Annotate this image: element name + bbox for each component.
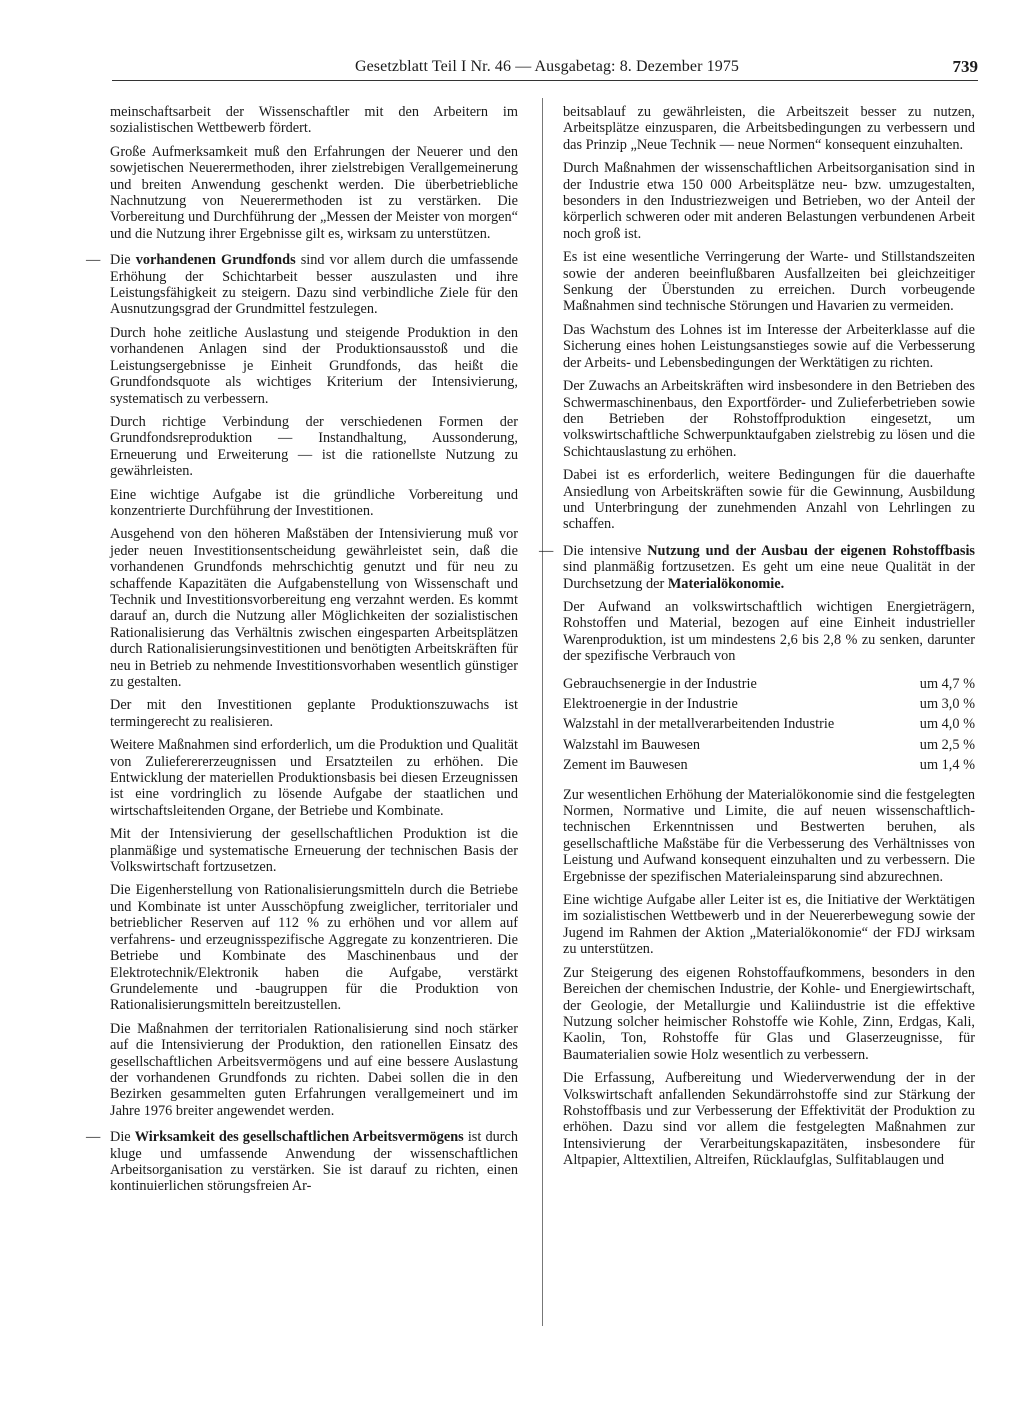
bold-term: Wirksamkeit des gesellschaftlichen Arbeitsvermögens bbox=[134, 1129, 464, 1146]
paragraph: Zur wesentlichen Erhöhung der Materialökonomie sind die festgelegten Normen, Normative und Limite, die auf neuen wissenschaftlich-technischen Erkenntnissen und Bestwerten beruhen, als gesellschaftliche Maßstäbe für die Verbesserung des Verhältnisses von Leistung und Aufwand konsequent einzuhalten und zu verbessern. Die Ergebnisse der spezifischen Materialeinsparung sind abzurechnen. bbox=[563, 786, 975, 885]
paragraph: Mit der Intensivierung der gesellschaftlichen Produktion ist die planmäßige und systematische Erneuerung der technischen Basis der Volkswirtschaft fortzusetzen. bbox=[110, 826, 518, 876]
paragraph: Durch Maßnahmen der wissenschaftlichen Arbeitsorganisation sind in der Industrie etwa 150 000 Arbeitsplätze neu- bzw. umzugestalten, besonders in den Industriezweigen und Betrieben, wo der Anteil der körperlich schweren oder mit anderen Belastungen verbundenen Arbeit noch groß ist. bbox=[563, 160, 975, 242]
table-row bbox=[563, 675, 975, 695]
paragraph: Ausgehend von den höheren Maßstäben der Intensivierung muß vor jeder neuen Investitionsentscheidung gewährleistet sein, daß die vorhandenen Grundfonds mehrschichtig genutzt und für neu zu schaffende Kapazitäten die Aufgabenstellung von Wissenschaft und Technik und Investitionsvorbereitung eng verzahnt werden. Es kommt darauf an, durch die Nutzung aller Möglichkeiten der sozialistischen Rationalisierung das Verhältnis zwischen eingesparten Arbeitsplätzen durch Rationalisierungsinvestitionen und benötigten Arbeitskräften für neu in Betrieb zu nehmende Investitionsvorhaben wesentlich günstiger zu gestalten. bbox=[110, 526, 518, 690]
paragraph: Zur Steigerung des eigenen Rohstoffaufkommens, besonders in den Bereichen der chemischen Industrie, der Kohle- und Energiewirtschaft, der Geologie, der Metallurgie und Kaliindustrie ist die effektive Nutzung solcher heimischer Rohstoffe wie Kohle, Zinn, Erdgas, Kali, Kaolin, Ton, Rohstoffe für Glas und Glaserzeugnisse, für Baumaterialien sowie Holz wesentlich zu verbessern. bbox=[563, 964, 975, 1063]
table-cell-value: um 4,7 % bbox=[919, 675, 975, 692]
paragraph: beitsablauf zu gewährleisten, die Arbeitszeit besser zu nutzen, Arbeitsplätze einzusparen, die Arbeitsbedingungen zu verbessern und das Prinzip „Neue Technik — neue Normen“ konsequent einzuhalten. bbox=[563, 104, 975, 153]
reduction-table bbox=[563, 675, 975, 777]
table-cell-label: Elektroenergie in der Industrie bbox=[563, 696, 738, 712]
table-cell-label: Walzstahl im Bauwesen bbox=[563, 736, 701, 753]
paragraph: Große Aufmerksamkeit muß den Erfahrungen der Neuerer und den sowjetischen Neuerermethoden, ihrer zielstrebigen Verallgemeinerung und breiten Anwendung geschenkt werden. Die überbetriebliche Nachnutzung von Neuerermethoden ist zu verstärken. Die Vorbereitung und Durchführung der „Messen der Meister von morgen“ und die Nutzung ihrer Ergebnisse gilt es, wirksam zu unterstützen. bbox=[110, 143, 518, 242]
paragraph: Das Wachstum des Lohnes ist im Interesse der Arbeiterklasse auf die Sicherung eines hohen Leistungsanstieges sowie auf die Verbesserung der Arbeits- und Lebensbedingungen der Werktätigen zu richten. bbox=[563, 321, 975, 371]
paragraph: Eine wichtige Aufgabe aller Leiter ist es, die Initiative der Werktätigen im sozialistischen Wettbewerb und in der Neuererbewegung sowie der Jugend im Rahmen der Aktion „Materialökonomie“ der FDJ wirksam zu unterstützen. bbox=[563, 892, 975, 958]
page-number: 739 bbox=[952, 57, 978, 76]
header-title: Gesetzblatt Teil I Nr. 46 — Ausgabetag: 8. Dezember 1975 bbox=[354, 58, 740, 75]
table-cell-value: um 2,5 % bbox=[919, 736, 975, 753]
table-row bbox=[563, 695, 975, 715]
column-divider bbox=[542, 98, 543, 1326]
table-cell-label: Gebrauchsenergie in der Industrie bbox=[563, 675, 757, 692]
table-cell-value: um 4,0 % bbox=[919, 716, 975, 733]
table-cell-label: Walzstahl in der metallverarbeitenden Industrie bbox=[563, 716, 835, 733]
page-header bbox=[112, 58, 978, 81]
paragraph: Die Erfassung, Aufbereitung und Wiederverwendung der in der Volkswirtschaft anfallenden Sekundärrohstoffe sind zur Stärkung der Rohstoffbasis und zur Verbesserung der Effektivität der Produktion zu erhöhen. Dazu sind vor allem die festgelegten Maßnahmen zur Intensivierung der Verarbeitungskapazitäten, insbesondere für Altpapier, Alttextilien, Altreifen, Rücklaufglas, Sulfitablaugen und bbox=[563, 1070, 975, 1169]
paragraph: Die Maßnahmen der territorialen Rationalisierung sind noch stärker auf die Intensivierung der Produktion, den rationellen Einsatz des gesellschaftlichen Arbeitsvermögens und auf eine bessere Auslastung der vorhandenen Grundfonds zu richten. Dabei sollen die in den Bezirken gesammelten guten Erfahrungen verallgemeinert und im Jahre 1976 breiter angewendet werden. bbox=[110, 1020, 518, 1119]
dash-paragraph: — Die vorhandenen Grundfonds sind vor allem durch die umfassende Erhöhung der Schichtarbeit besser auszulasten und ihre Leistungsfähigkeit zu steigern. Dazu sind verbindliche Ziele für den Ausnutzungsgrad der Grundmittel festzulegen. bbox=[110, 252, 518, 318]
dash-paragraph: — Die Wirksamkeit des gesellschaftlichen Arbeitsvermögens ist durch kluge und umfassende Anwendung der wissenschaftlichen Arbeitsorganisation zu verstärken. Sie ist darauf zu richten, einen kontinuierlichen störungsfreien Ar- bbox=[110, 1129, 518, 1195]
paragraph: Der Zuwachs an Arbeitskräften wird insbesondere in den Betrieben des Schwermaschinenbaus, den Exportförder- und Zulieferbetrieben sowie den Betrieben der Rohstoffproduktion eingesetzt, um volkswirtschaftliche Schwerpunktaufgaben zielstrebig zu lösen und die Schichtauslastung zu erhöhen. bbox=[563, 378, 975, 460]
left-column bbox=[110, 104, 518, 1202]
paragraph: Der Aufwand an volkswirtschaftlich wichtigen Energieträgern, Rohstoffen und Material, bezogen auf eine Einheit industrieller Warenproduktion, ist um mindestens 2,6 bis 2,8 % zu senken, darunter der spezifische Verbrauch von bbox=[563, 598, 975, 665]
paragraph: Durch hohe zeitliche Auslastung und steigende Produktion in den vorhandenen Anlagen sind der Produktionsausstoß und die Leistungsergebnisse je Einheit Grundfonds, das heißt die Grundfondsquote als wichtiges Kriterium der Intensivierung, systematisch zu verbessern. bbox=[110, 324, 518, 407]
paragraph: meinschaftsarbeit der Wissenschaftler mit den Arbeitern im sozialistischen Wettbewerb fördert. bbox=[110, 104, 518, 137]
paragraph: Durch richtige Verbindung der verschiedenen Formen der Grundfondsreproduktion — Instandhaltung, Aussonderung, Erneuerung und Erweiterung — ist die rationellste Nutzung zu gewährleisten. bbox=[110, 413, 518, 480]
bold-term: Materialökonomie. bbox=[667, 575, 785, 592]
bold-term: vorhandenen Grundfonds bbox=[135, 252, 296, 269]
paragraph: Eine wichtige Aufgabe ist die gründliche Vorbereitung und konzentrierte Durchführung der Investitionen. bbox=[110, 486, 518, 519]
table-cell-label: Zement im Bauwesen bbox=[563, 757, 688, 774]
table-row bbox=[563, 736, 975, 756]
table-cell-value: um 1,4 % bbox=[919, 757, 975, 774]
paragraph: Der mit den Investitionen geplante Produktionszuwachs ist termingerecht zu realisieren. bbox=[110, 697, 518, 730]
right-column bbox=[563, 104, 975, 1176]
paragraph: Es ist eine wesentliche Verringerung der Warte- und Stillstandszeiten sowie der anderen beeinflußbaren Ausfallzeiten bei gleichzeitiger Senkung der Überstunden zu erreichen. Durch vorbeugende Maßnahmen sind technische Störungen und Havarien zu vermeiden. bbox=[563, 249, 975, 315]
table-row bbox=[563, 756, 975, 776]
table-cell-value: um 3,0 % bbox=[919, 696, 975, 712]
paragraph: Dabei ist es erforderlich, weitere Bedingungen für die dauerhafte Ansiedlung von Arbeitskräften sowie für die Gewinnung, Ausbildung und Unterbringung der zunehmenden Anzahl von Lehrlingen zu schaffen. bbox=[563, 467, 975, 533]
paragraph: Die Eigenherstellung von Rationalisierungsmitteln durch die Betriebe und Kombinate ist unter Ausschöpfung zweiglicher, territorialer und betrieblicher Reserven auf 112 % zu erhöhen und vor allem auf verfahrens- und erzeugnisspezifische Aggregate zu konzentrieren. Die Betriebe und Kombinate des Maschinenbaus und der Elektrotechnik/Elektronik haben die Aufgabe, verstärkt Grundelemente und -baugruppen für die Produktion von Rationalisierungsmitteln bereitzustellen. bbox=[110, 882, 518, 1014]
dash-paragraph: — Die intensive Nutzung und der Ausbau der eigenen Rohstoffbasis sind planmäßig fortzusetzen. Es geht um eine neue Qualität in der Durchsetzung der Materialökonomie. bbox=[563, 543, 975, 592]
paragraph: Weitere Maßnahmen sind erforderlich, um die Produktion und Qualität von Zulieferererzeugnissen und Ersatzteilen zu erhöhen. Die Entwicklung der materiellen Produktionsbasis bei diesen Erzeugnissen ist eine vordringlich zu lösende Aufgabe der staatlichen und wirtschaftsleitenden Organe, der Betriebe und Kombinate. bbox=[110, 737, 518, 819]
table-row bbox=[563, 715, 975, 735]
bold-term: Nutzung und der Ausbau der eigenen Rohstoffbasis bbox=[647, 542, 975, 559]
